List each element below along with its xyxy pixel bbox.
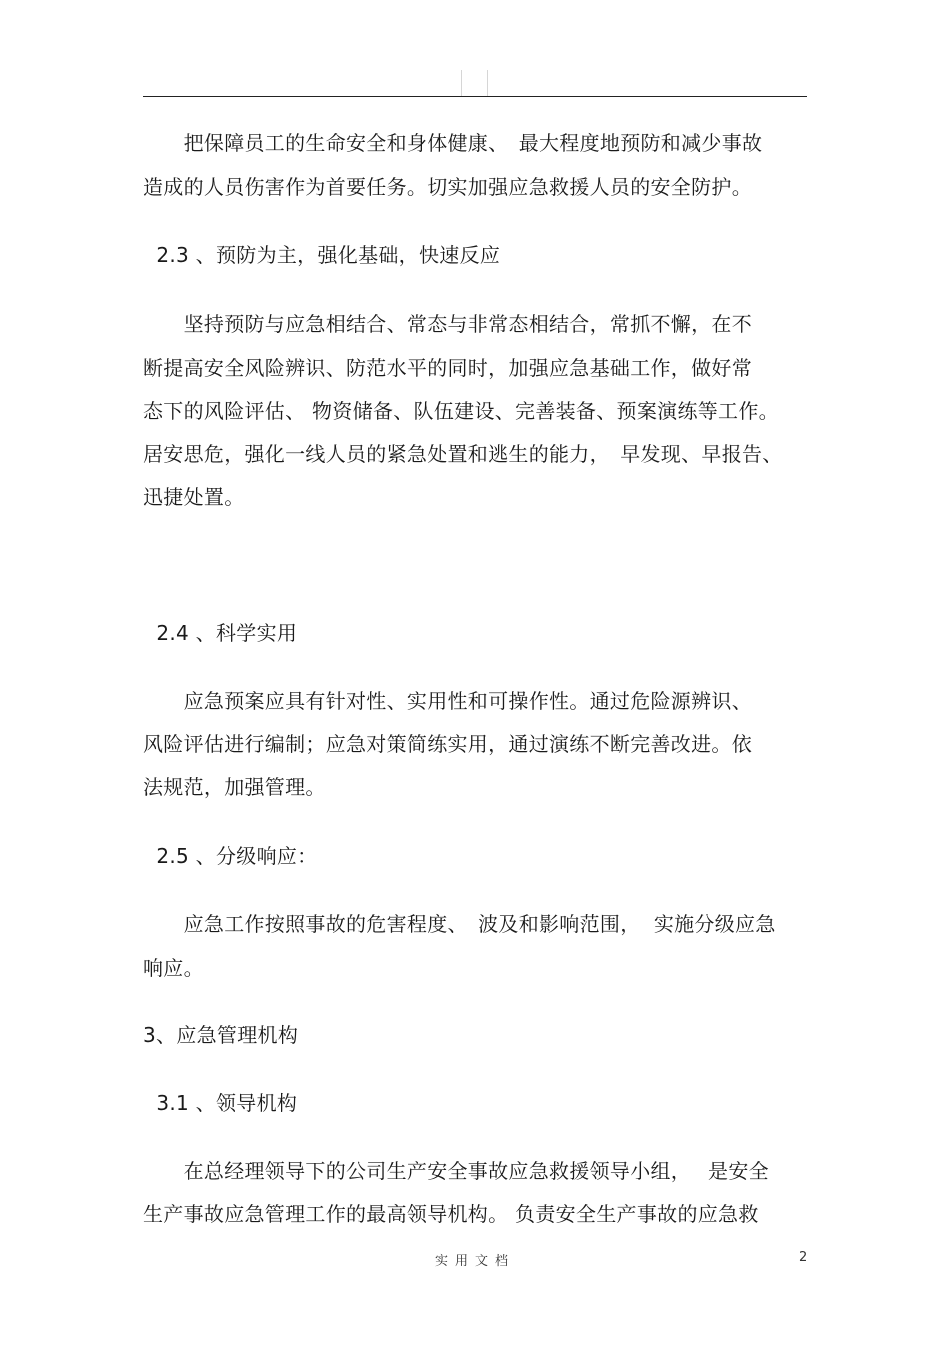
section-heading: 2.5 、分级响应： [143, 844, 318, 868]
body-line: 坚持预防与应急相结合、常态与非常态相结合，常抓不懈，在不 [143, 312, 752, 336]
body-line: 应急预案应具有针对性、实用性和可操作性。通过危险源辨识、 [143, 689, 752, 713]
body-line: 断提高安全风险辨识、防范水平的同时，加强应急基础工作，做好常 [143, 356, 752, 380]
section-heading: 2.3 、预防为主，强化基础，快速反应 [143, 243, 501, 267]
section-heading: 2.4 、科学实用 [143, 621, 298, 645]
body-line: 在总经理领导下的公司生产安全事故应急救援领导小组， 是安全 [143, 1159, 769, 1183]
header-rule [143, 96, 807, 97]
body-line: 居安思危，强化一线人员的紧急处置和逃生的能力， 早发现、早报告、 [143, 442, 783, 466]
body-line: 生产事故应急管理工作的最高领导机构。 负责安全生产事故的应急救 [143, 1202, 759, 1226]
body-line: 响应。 [143, 956, 204, 980]
page-number: 2 [799, 1250, 808, 1265]
body-line: 造成的人员伤害作为首要任务。切实加强应急救援人员的安全防护。 [143, 175, 752, 199]
body-line: 法规范，加强管理。 [143, 775, 326, 799]
footer-label: 实用文档 [434, 1254, 515, 1269]
body-line: 风险评估进行编制；应急对策简练实用，通过演练不断完善改进。依 [143, 732, 752, 756]
header-mark-left [461, 70, 462, 96]
header-mark-right [487, 70, 488, 96]
section-heading: 3.1 、领导机构 [143, 1091, 298, 1115]
body-line: 应急工作按照事故的危害程度、 波及和影响范围， 实施分级应急 [143, 912, 776, 936]
body-line: 迅捷处置。 [143, 485, 245, 509]
body-line: 态下的风险评估、 物资储备、队伍建设、完善装备、预案演练等工作。 [143, 399, 779, 423]
section-heading: 3、应急管理机构 [143, 1023, 299, 1047]
body-line: 把保障员工的生命安全和身体健康、 最大程度地预防和减少事故 [143, 131, 763, 155]
